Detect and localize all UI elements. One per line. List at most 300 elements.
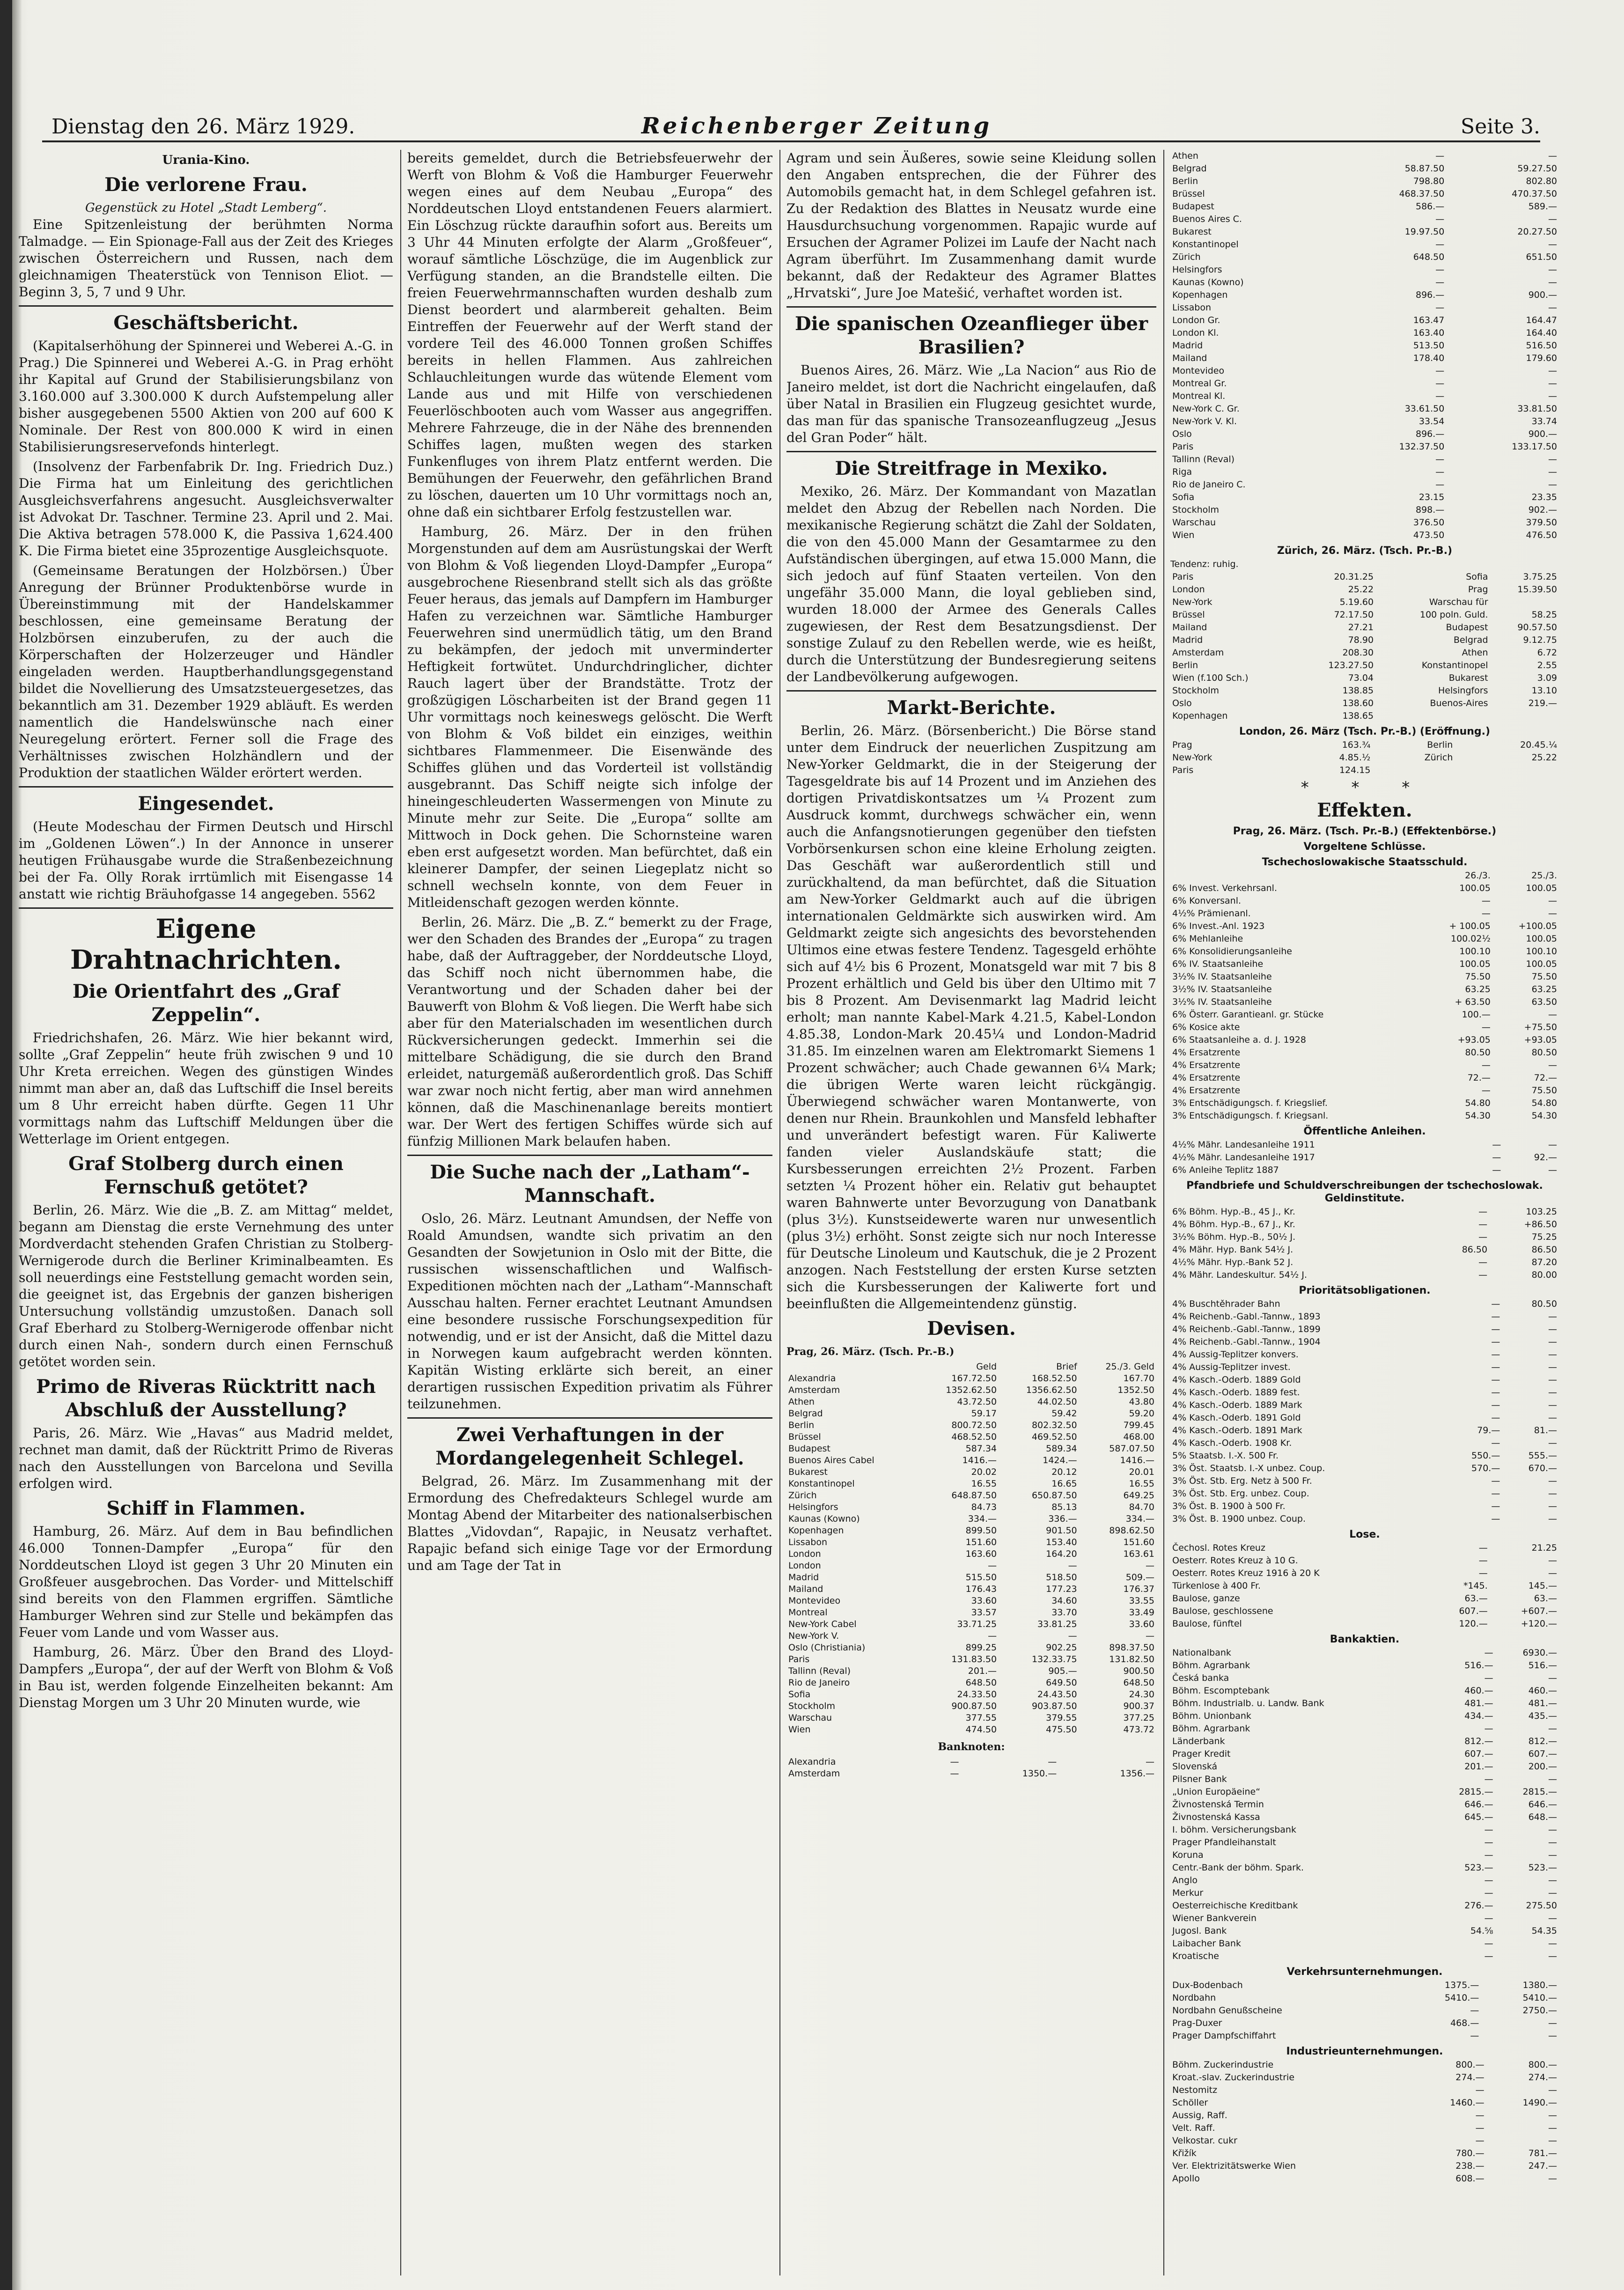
value-cell: —: [1548, 1438, 1557, 1448]
banknote-table: [786, 1756, 1156, 1780]
table-row: [1170, 415, 1559, 428]
row-label: Prager Pfandleihanstalt: [1172, 1837, 1276, 1848]
value-cell: —: [1491, 1375, 1500, 1385]
value-cell: 523.—: [1464, 1863, 1493, 1873]
value-cell: 168.52.50: [1031, 1373, 1077, 1384]
value-cell: 100 poln. Guld.: [1419, 610, 1488, 620]
value-cell: 63.—: [1534, 1593, 1557, 1604]
row-label: Tallinn (Reval): [788, 1666, 851, 1676]
value-cell: 900.—: [1528, 429, 1557, 439]
header-cell: 26./3.: [1465, 870, 1491, 881]
value-cell: 20.45.¼: [1520, 740, 1557, 750]
market-report-headline: Markt-Berichte.: [887, 697, 1056, 719]
value-cell: 1356.62.50: [1026, 1385, 1077, 1395]
table-row: [1170, 933, 1559, 945]
value-cell: 6.72: [1537, 648, 1557, 658]
row-label: 4½% Prämienanl.: [1172, 908, 1251, 919]
value-cell: 124.15: [1339, 765, 1371, 775]
table-row: [786, 1607, 1156, 1619]
table-row: [1170, 2172, 1559, 2185]
value-cell: 80.00: [1531, 1270, 1557, 1280]
row-label: 4% Buschtěhrader Bahn: [1172, 1299, 1280, 1309]
row-label: 4% Kasch.-Oderb. 1889 Gold: [1172, 1375, 1301, 1385]
value-cell: —: [1435, 366, 1445, 376]
value-cell: —: [1548, 1349, 1557, 1360]
value-cell: 518.50: [1046, 1572, 1077, 1583]
value-cell: —: [1491, 1413, 1500, 1423]
value-cell: 100.10: [1526, 946, 1557, 957]
securities-headline: Effekten.: [1317, 799, 1412, 821]
table-row: [1170, 685, 1559, 697]
value-cell: 200.—: [1528, 1761, 1557, 1772]
london-headline: London, 26. März (Tsch. Pr.-B.) (Eröffnung.): [1239, 726, 1491, 737]
row-label: I. böhm. Versicherungsbank: [1172, 1825, 1296, 1835]
value-cell: 44.02.50: [1037, 1397, 1077, 1407]
value-cell: 100.05: [1459, 883, 1491, 893]
value-cell: Konstantinopel: [1421, 660, 1488, 670]
value-cell: —: [1484, 1850, 1493, 1860]
value-cell: 33.81.50: [1517, 404, 1557, 414]
value-cell: —: [1435, 302, 1445, 313]
table-row: [1170, 504, 1559, 516]
row-label: New-York V. Kl.: [1172, 416, 1237, 427]
table-row: [1170, 1950, 1559, 1963]
row-label: 3% Öst. Stb. Erg. unbez. Coup.: [1172, 1488, 1309, 1499]
row-label: 4% Kasch.-Oderb. 1891 Gold: [1172, 1413, 1301, 1423]
value-cell: 58.25: [1531, 610, 1557, 620]
value-cell: 100.05: [1526, 959, 1557, 969]
value-cell: 1416.—: [962, 1455, 997, 1465]
row-label: Slovenská: [1172, 1761, 1218, 1772]
primo-headline: Primo de Riveras Rücktritt nach Abschluß der Ausstellung?: [36, 1376, 376, 1421]
table-row: [1170, 1097, 1559, 1110]
value-cell: —: [1484, 1913, 1493, 1923]
value-cell: —: [1548, 1476, 1557, 1486]
business-item: (Gemeinsame Beratungen der Holzbörsen.) Über Anregung der Brünner Produktenbörse wurde in Übereinstimmung mit der Handelskammer beschlossen, eine gemeinsame Beratung der Holzbörsen einzuberufen, zu der auch die Körperschaften der Holzerzeuger und Händler eingeladen werden. Hauptberhandlungsgegenstand bildet die Novellierung des Umsatzsteuergesetzes, das bekanntlich am 31. Dezember 1929 abläuft. Es werden namentlich die Handelswünsche nach einer Neuregelung erörtert. Ferner soll die Frage des Verhältnisses zwischen Holzhändlern und der Produktion der staatlichen Wälder erörtert werden.: [19, 563, 393, 781]
securities-table: [1170, 869, 1559, 1122]
column-rule: [1163, 150, 1164, 2275]
row-label: Böhm. Industrialb. u. Landw. Bank: [1172, 1698, 1324, 1708]
value-cell: —: [1548, 2173, 1557, 2184]
value-cell: 25.22: [1531, 752, 1557, 763]
value-cell: 648.—: [1528, 1812, 1557, 1822]
row-label: Křižík: [1172, 2148, 1197, 2158]
value-cell: Athen: [1462, 648, 1488, 658]
table-row: [1170, 1437, 1559, 1450]
row-label: Wiener Bankverein: [1172, 1913, 1257, 1923]
table-row: [786, 1712, 1156, 1724]
value-cell: 24.43.50: [1037, 1689, 1077, 1700]
row-label: Anglo: [1172, 1875, 1198, 1885]
issue-date: Dienstag den 26. März 1929.: [51, 115, 355, 139]
value-cell: +86.50: [1524, 1219, 1557, 1230]
row-label: Stockholm: [788, 1701, 836, 1711]
value-cell: 20.02: [971, 1467, 997, 1477]
value-cell: 163.60: [965, 1549, 997, 1559]
row-label: Živnostenská Kassa: [1172, 1812, 1260, 1822]
value-cell: 2.55: [1537, 660, 1557, 670]
row-label: Riga: [1172, 467, 1192, 477]
value-cell: 336.—: [1048, 1514, 1077, 1524]
table-row: [1170, 200, 1559, 213]
bank-shares-table: [1170, 1647, 1559, 1963]
table-row: [1170, 1487, 1559, 1500]
mortgage-bonds-rows: [1170, 1206, 1559, 1281]
row-label: Madrid: [1172, 340, 1203, 351]
value-cell: +93.05: [1524, 1035, 1557, 1045]
submitted-text: (Heute Modeschau der Firmen Deutsch und Hirschl im „Goldenen Löwen“.) In der Annonce in unserer heutigen Frühausgabe wurde die Straßenbezeichnung bei der Fa. Olly Rorak irrtümlich mit Eisengasse 14 anstatt wie richtig Bräuhofgasse 14 angegeben. 5562: [19, 819, 393, 902]
row-label: 6% Österr. Garantieanl. gr. Stücke: [1172, 1009, 1324, 1020]
value-cell: 79.—: [1477, 1425, 1500, 1436]
column-4: [1170, 150, 1559, 2290]
value-cell: 516.—: [1528, 1660, 1557, 1671]
row-label: Warschau: [1172, 517, 1216, 528]
value-cell: 1424.—: [1043, 1455, 1077, 1465]
table-row: [786, 1724, 1156, 1736]
table-row: [1170, 2135, 1559, 2147]
value-cell: 476.50: [1526, 530, 1557, 540]
table-row: [1170, 1244, 1559, 1256]
value-cell: 16.55: [971, 1479, 997, 1489]
table-row: [1170, 1592, 1559, 1605]
row-label: Oslo: [1172, 429, 1192, 439]
value-cell: 164.40: [1526, 328, 1557, 338]
table-row: [1170, 1231, 1559, 1244]
value-cell: 899.50: [965, 1525, 997, 1536]
currency-table: [786, 1361, 1156, 1736]
value-cell: 54.80: [1531, 1098, 1557, 1108]
row-label: Paris: [1172, 442, 1194, 452]
row-label: 6% Böhm. Hyp.-B., 45 J., Kr.: [1172, 1207, 1295, 1217]
value-cell: —: [1478, 1207, 1488, 1217]
value-cell: 607.—: [1528, 1749, 1557, 1759]
row-label: Brüssel: [1172, 610, 1205, 620]
value-cell: 275.50: [1526, 1900, 1557, 1911]
table-row: [1170, 1034, 1559, 1046]
value-cell: 86.50: [1531, 1244, 1557, 1255]
table-row: [1170, 1542, 1559, 1554]
ship-fire-berlin: Berlin, 26. März. Die „B. Z.“ bemerkt zu der Frage, wer den Schaden des Brandes der „Europa“ zu tragen habe, daß der Auftraggeber, der Norddeutsche Lloyd, das Schiff noch nicht übernommen habe, die Verantwortung und der Schaden daher bei der Bauwerft von Blohm & Voß liegen. Die Werft habe sich aber für den Materialschaden im wesentlichen durch Rückversicherungen gedeckt. Immerhin sei die mittelbare Schädigung, die sie durch den Brand erleidet, naturgemäß außerordentlich groß. Das Schiff war zwar noch nicht fertig, aber man wird annehmen können, daß die Maschinenanlage bereits montiert war. Der Wert des fertigen Schiffes würde sich auf fünfzig Millionen Mark belaufen haben.: [407, 914, 772, 1149]
value-cell: 902.—: [1528, 505, 1557, 515]
row-label: Alexandria: [788, 1757, 836, 1767]
row-label: Amsterdam: [788, 1385, 840, 1395]
row-label: Buenos Aires C.: [1172, 214, 1242, 224]
value-cell: —: [1548, 214, 1557, 224]
lottery-heading: Lose.: [1349, 1529, 1380, 1540]
value-cell: —: [1481, 1022, 1491, 1032]
row-label: Athen: [1172, 151, 1198, 161]
value-cell: —: [1435, 454, 1445, 464]
value-cell: —: [1478, 1219, 1488, 1230]
table-row: [1170, 621, 1559, 634]
row-label: Böhm. Zuckerindustrie: [1172, 2060, 1274, 2070]
table-row: [1170, 428, 1559, 441]
value-cell: 555.—: [1528, 1451, 1557, 1461]
table-row: [1170, 2084, 1559, 2097]
table-row: [1170, 1580, 1559, 1592]
value-cell: —: [1491, 1501, 1500, 1511]
row-label: Athen: [788, 1397, 815, 1407]
table-row: [786, 1455, 1156, 1466]
value-cell: 468.00: [1123, 1432, 1154, 1442]
value-cell: —: [1548, 479, 1557, 490]
value-cell: —: [1435, 151, 1445, 161]
value-cell: 33.74: [1531, 416, 1557, 427]
arrests-headline: Zwei Verhaftungen in der Mordangelegenheit Schlegel.: [435, 1424, 744, 1469]
ship-fire-continued: bereits gemeldet, durch die Betriebsfeuerwehr der Werft von Blohm & Voß die Hamburger Feuerwehr wegen eines auf dem Neubau „Europa“ des Norddeutschen Lloyd entstandenen Feuers alarmiert. Ein Löschzug rückte daraufhin sofort aus. Bereits um 3 Uhr 44 Minuten erfolgte der Alarm „Großfeuer“, worauf sämtliche Löschzüge, die im Augenblick zur Verfügung standen, an die Brandstelle eilten. Die freien Feuerwehrmannschaften wurden deshalb zum Dienst beordert und alarmbereit gehalten. Beim Eintreffen der Feuerwehr auf der Werft stand der vordere Teil des 46.000 Tonnen großen Schiffes bereits in hellen Flammen. Aus zahlreichen Schlauchleitungen wurde das wütende Element vom Lande aus und mit Hilfe von verschiedenen Feuerlöschbooten auch vom Wasser aus angegriffen. Mehrere Fahrzeuge, die in der Nähe des brennenden Schiffes lagen, mußten wegen des starken Funkenfluges von ihrem Platz entfernt werden. Die Bemühungen der Feuerwehr, den gefährlichen Brand zu löschen, dauerten um 10 Uhr vormittags noch an, ohne daß ein sichtbarer Erfolg festzustellen war.: [407, 150, 772, 520]
section-stars: * * *: [1301, 778, 1429, 797]
row-label: Nordbahn Genußscheine: [1172, 2005, 1282, 2016]
value-cell: —: [1548, 1362, 1557, 1372]
value-cell: 80.50: [1531, 1299, 1557, 1309]
row-label: 6% Kosice akte: [1172, 1022, 1240, 1032]
value-cell: 898.37.50: [1109, 1642, 1154, 1653]
value-cell: 274.—: [1528, 2072, 1557, 2083]
primo-text: Paris, 26. März. Wie „Havas“ aus Madrid meldet, rechnet man damit, daß der Rücktritt Primo de Riveras nach den Ausstellungen von Barcelona und Sevilla erfolgen wird.: [19, 1425, 393, 1491]
table-row: [1170, 1412, 1559, 1424]
table-row: [786, 1408, 1156, 1420]
value-cell: —: [1484, 1888, 1493, 1898]
value-cell: 16.55: [1129, 1479, 1154, 1489]
value-cell: 33.55: [1129, 1596, 1154, 1606]
value-cell: Prag: [1468, 584, 1488, 595]
value-cell: 670.—: [1528, 1463, 1557, 1473]
row-label: Tallinn (Reval): [1172, 454, 1235, 464]
value-cell: 25.22: [1348, 584, 1374, 595]
value-cell: —: [1435, 214, 1445, 224]
row-label: 4½% Mähr. Landesanleihe 1911: [1172, 1140, 1315, 1150]
value-cell: —: [1548, 2110, 1557, 2121]
masthead: [42, 110, 1540, 152]
row-label: Konstantinopel: [788, 1479, 855, 1489]
value-cell: 78.90: [1348, 635, 1374, 645]
section-rule: [19, 907, 393, 909]
value-cell: 24.30: [1129, 1689, 1154, 1700]
value-cell: —: [1491, 1387, 1500, 1398]
table-row: [1170, 1139, 1559, 1151]
table-row: [1170, 1849, 1559, 1862]
value-cell: —: [1484, 1951, 1493, 1961]
value-cell: +120.—: [1521, 1619, 1557, 1629]
latham-text: Oslo, 26. März. Leutnant Amundsen, der Neffe von Roald Amundsen, wandte sich privatim an den Gesandten der Sowjetunion in Oslo mit der Bitte, die russischen wissenschaftlichen und Walfisch-Expeditionen möchten nach der „Latham“-Mannschaft Ausschau halten. Ferner erachtet Leutnant Amundsen eine besondere russische Forschungsexpedition für notwendig, und er ist der Ansicht, daß die Mittel dazu in Norwegen kaum aufgebracht werden könnten. Kapitän Wisting erklärte sich bereit, an einer derartigen russischen Expedition privatim als Führer teilzunehmen.: [407, 1211, 772, 1412]
row-label: „Union Europäeine“: [1172, 1787, 1261, 1797]
value-cell: —: [1548, 2031, 1557, 2041]
value-cell: —: [1492, 1165, 1501, 1175]
value-cell: 138.65: [1342, 711, 1374, 721]
value-cell: —: [1548, 1568, 1557, 1578]
row-label: Bukarest: [788, 1467, 828, 1477]
row-label: New-York V.: [788, 1631, 839, 1641]
mortgage-bonds-heading: Pfandbriefe und Schuldverschreibungen der tschechoslowak. Geldinstitute.: [1186, 1180, 1543, 1204]
table-row: [786, 1677, 1156, 1689]
value-cell: 646.—: [1528, 1799, 1557, 1810]
table-row: [1170, 441, 1559, 453]
priority-bonds-table: [1170, 1298, 1559, 1525]
value-cell: —: [1548, 265, 1557, 275]
table-row: [1170, 2109, 1559, 2122]
row-label: Baulose, geschlossene: [1172, 1606, 1273, 1616]
value-cell: 607.—: [1464, 1749, 1493, 1759]
arrests-continued: Agram und sein Äußeres, sowie seine Kleidung sollen den Angaben entsprechen, die der Führer des Automobils gemacht hat, in dem Schlegel gefahren ist. Zu der Redaktion des Blattes in Neusatz wurde eine Hausdurchsuchung vorgenommen. Rapajic wurde auf Ersuchen der Agramer Polizei im Laufe der Nacht nach Agram überführt. Im Zusammenhang damit wurde bekannt, daß der Redakteur des Agramer Blattes „Hrvatski“, Jure Joe Matešić, verhaftet worden ist.: [786, 150, 1156, 301]
row-label: 4% Ersatzrente: [1172, 1073, 1241, 1083]
table-row: [1170, 1554, 1559, 1567]
row-label: 4% Kasch.-Oderb. 1891 Mark: [1172, 1425, 1302, 1436]
value-cell: 138.85: [1342, 685, 1374, 696]
row-label: Paris: [1172, 572, 1194, 582]
value-cell: —: [1548, 1555, 1557, 1566]
row-label: London: [1172, 584, 1205, 595]
table-row: [786, 1384, 1156, 1396]
table-row: [786, 1537, 1156, 1548]
value-cell: 167.72.50: [951, 1373, 997, 1384]
value-cell: 1460.—: [1450, 2098, 1484, 2108]
table-row: [1170, 1386, 1559, 1399]
value-cell: 59.27.50: [1517, 163, 1557, 174]
value-cell: 201.—: [1464, 1761, 1493, 1772]
value-cell: 902.25: [1046, 1642, 1077, 1653]
value-cell: 646.—: [1464, 1799, 1493, 1810]
value-cell: 1416.—: [1120, 1455, 1154, 1465]
submitted-headline: Eingesendet.: [138, 793, 274, 815]
value-cell: —: [1548, 1009, 1557, 1020]
value-cell: 798.80: [1413, 176, 1445, 186]
value-cell: 4.85.½: [1339, 752, 1371, 763]
table-row: [786, 1630, 1156, 1642]
table-row: [786, 1443, 1156, 1455]
value-cell: 176.43: [965, 1584, 997, 1594]
row-label: Aussig, Raff.: [1172, 2110, 1227, 2121]
column-rule: [400, 150, 401, 2275]
table-row: [1170, 672, 1559, 685]
value-cell: —: [1548, 391, 1557, 401]
value-cell: 379.50: [1526, 517, 1557, 528]
value-cell: 75.25: [1531, 1232, 1557, 1242]
value-cell: 799.45: [1123, 1420, 1154, 1430]
table-row: [1170, 1298, 1559, 1311]
value-cell: 900.50: [1123, 1666, 1154, 1676]
latham-headline: Die Suche nach der „Latham“-Mannschaft.: [430, 1161, 750, 1207]
value-cell: 379.55: [1046, 1713, 1077, 1723]
value-cell: Bukarest: [1448, 673, 1488, 683]
public-loans-rows: [1170, 1139, 1559, 1177]
table-row: [1170, 1567, 1559, 1580]
row-label: 4% Aussig-Teplitzer invest.: [1172, 1362, 1291, 1372]
table-row: [1170, 1786, 1559, 1798]
value-cell: —: [1491, 1400, 1500, 1410]
value-cell: 33.57: [971, 1607, 997, 1618]
value-cell: + 63.50: [1455, 997, 1491, 1007]
value-cell: 1350.—: [1022, 1768, 1057, 1779]
row-label: Montreal: [788, 1607, 828, 1618]
value-cell: 151.60: [1123, 1537, 1154, 1547]
row-label: Oslo (Christiania): [788, 1642, 866, 1653]
table-row: [1170, 188, 1559, 200]
table-row: [1170, 479, 1559, 491]
row-label: Oesterreichische Kreditbank: [1172, 1900, 1298, 1911]
value-cell: 586.—: [1415, 201, 1445, 212]
row-label: Kaunas (Kowno): [1172, 277, 1244, 287]
value-cell: 468.37.50: [1399, 189, 1445, 199]
table-row: [1170, 2071, 1559, 2084]
value-cell: —: [950, 1768, 959, 1779]
value-cell: 468.52.50: [951, 1432, 997, 1442]
value-cell: 900.87.50: [951, 1701, 997, 1711]
value-cell: 163.40: [1413, 328, 1445, 338]
table-row: [1170, 1084, 1559, 1097]
row-label: Oesterr. Rotes Kreuz à 10 G.: [1172, 1555, 1298, 1566]
masthead-rule: [42, 140, 1540, 142]
value-cell: 377.25: [1123, 1713, 1154, 1723]
table-row: [1170, 2030, 1559, 2042]
value-cell: 63.—: [1464, 1593, 1488, 1604]
business-report-headline: Geschäftsbericht.: [113, 312, 299, 334]
value-cell: 163.61: [1123, 1549, 1154, 1559]
currencies-headline: Devisen.: [927, 1318, 1016, 1340]
value-cell: 812.—: [1464, 1736, 1493, 1746]
zeppelin-headline: Die Orientfahrt des „Graf Zeppelin“.: [72, 980, 340, 1026]
row-label: Lissabon: [788, 1537, 828, 1547]
row-label: New-York: [1172, 752, 1212, 763]
value-cell: 20.12: [1051, 1467, 1077, 1477]
row-label: Stockholm: [1172, 685, 1220, 696]
table-row: [1170, 1046, 1559, 1059]
value-cell: —: [1435, 378, 1445, 389]
value-cell: 1352.50: [1117, 1385, 1154, 1395]
value-cell: —: [1481, 1060, 1491, 1070]
row-label: Alexandria: [788, 1373, 836, 1384]
value-cell: —: [1146, 1631, 1154, 1641]
value-cell: 20.31.25: [1334, 572, 1374, 582]
value-cell: —: [1548, 1413, 1557, 1423]
row-label: Berlin: [788, 1420, 815, 1430]
value-cell: —: [1484, 1938, 1493, 1949]
stolberg-headline: Graf Stolberg durch einen Fernschuß getötet?: [68, 1153, 344, 1198]
value-cell: Budapest: [1446, 622, 1488, 633]
value-cell: —: [1548, 1774, 1557, 1784]
value-cell: 100.02½: [1451, 934, 1491, 944]
row-label: Helsingfors: [788, 1502, 838, 1512]
value-cell: —: [1548, 1337, 1557, 1347]
value-cell: 179.60: [1526, 353, 1557, 363]
table-row: [1170, 466, 1559, 479]
table-row: [786, 1490, 1156, 1502]
value-cell: 376.50: [1413, 517, 1445, 528]
value-cell: 516.50: [1526, 340, 1557, 351]
value-cell: 33.71.25: [957, 1619, 997, 1629]
value-cell: Zürich: [1424, 752, 1453, 763]
row-label: Kopenhagen: [788, 1525, 844, 1536]
value-cell: —: [950, 1757, 959, 1767]
priority-bonds-rows: [1170, 1298, 1559, 1525]
value-cell: 587.07.50: [1109, 1443, 1154, 1454]
table-row: [1170, 1072, 1559, 1084]
banknotes-headline: Banknoten:: [938, 1741, 1005, 1753]
currency-rows: [786, 1373, 1156, 1736]
value-cell: —: [1491, 1311, 1500, 1322]
row-label: Stockholm: [1172, 505, 1220, 515]
value-cell: —: [1548, 2085, 1557, 2095]
value-cell: —: [1548, 1488, 1557, 1499]
table-row: [1170, 2017, 1559, 2030]
row-label: Nationalbank: [1172, 1648, 1231, 1658]
value-cell: 80.50: [1531, 1047, 1557, 1058]
value-cell: 23.35: [1531, 492, 1557, 502]
row-label: New-York C. Gr.: [1172, 404, 1240, 414]
column-2: [407, 150, 772, 2290]
value-cell: 208.30: [1342, 648, 1374, 658]
value-cell: 513.50: [1413, 340, 1445, 351]
table-row: [1170, 1450, 1559, 1462]
